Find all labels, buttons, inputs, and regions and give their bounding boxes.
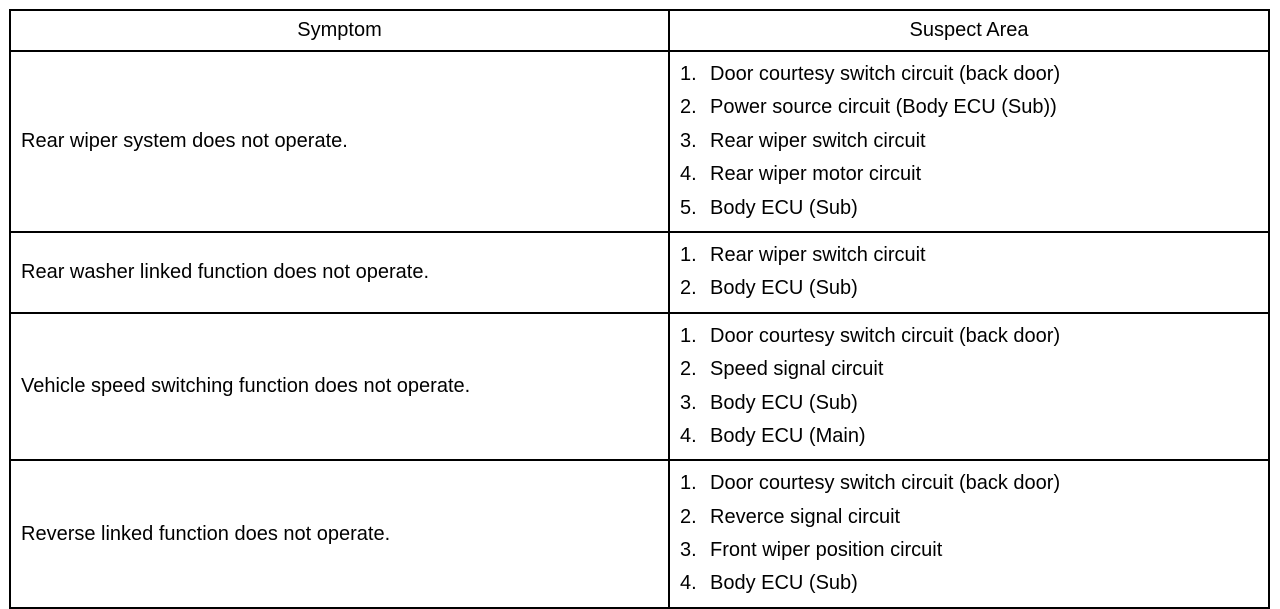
suspect-area-header: Suspect Area xyxy=(669,10,1269,51)
table-body xyxy=(10,51,1269,608)
item-number: 4. xyxy=(680,572,697,595)
item-number: 3. xyxy=(680,539,697,562)
item-number: 1. xyxy=(680,472,697,495)
symptom-cell: Rear wiper system does not operate. xyxy=(10,51,669,232)
suspect-area-item xyxy=(680,272,1268,305)
item-text: Body ECU (Sub) xyxy=(710,196,858,219)
item-text: Body ECU (Sub) xyxy=(710,391,858,414)
item-number: 4. xyxy=(680,424,697,447)
suspect-area-list xyxy=(680,320,1268,454)
suspect-area-item xyxy=(680,91,1268,124)
table-row xyxy=(10,313,1269,461)
item-number: 5. xyxy=(680,196,697,219)
item-text: Rear wiper motor circuit xyxy=(710,163,922,186)
suspect-area-cell xyxy=(669,313,1269,461)
suspect-area-item xyxy=(680,387,1268,420)
symptom-cell: Rear washer linked function does not operate. xyxy=(10,232,669,313)
symptom-table xyxy=(9,9,1270,609)
item-number: 2. xyxy=(680,277,697,300)
item-text: Door courtesy switch circuit (back door) xyxy=(710,63,1061,85)
header-row xyxy=(10,10,1269,51)
item-text: Body ECU (Sub) xyxy=(710,277,858,300)
item-text: Front wiper position circuit xyxy=(710,539,943,562)
item-text: Door courtesy switch circuit (back door) xyxy=(710,472,1061,495)
suspect-area-item xyxy=(680,192,1268,225)
symptom-cell: Reverse linked function does not operate. xyxy=(10,460,669,608)
table-row xyxy=(10,460,1269,608)
suspect-area-item xyxy=(680,125,1268,158)
suspect-area-list xyxy=(680,239,1268,306)
item-text: Rear wiper switch circuit xyxy=(710,129,926,152)
suspect-area-list xyxy=(680,58,1268,225)
item-number: 3. xyxy=(680,391,697,414)
suspect-area-cell xyxy=(669,51,1269,232)
item-number: 2. xyxy=(680,96,697,119)
item-text: Rear wiper switch circuit xyxy=(710,243,926,266)
suspect-area-item xyxy=(680,353,1268,386)
suspect-area-item xyxy=(680,467,1268,500)
suspect-area-item xyxy=(680,158,1268,191)
item-number: 1. xyxy=(680,324,697,347)
item-number: 3. xyxy=(680,129,697,152)
item-number: 2. xyxy=(680,505,697,528)
item-number: 1. xyxy=(680,243,697,266)
suspect-area-cell xyxy=(669,460,1269,608)
item-number: 1. xyxy=(680,63,697,85)
table-row xyxy=(10,232,1269,313)
suspect-area-item xyxy=(680,58,1268,91)
suspect-area-item xyxy=(680,501,1268,534)
item-number: 2. xyxy=(680,358,697,381)
item-text: Power source circuit (Body ECU (Sub)) xyxy=(710,96,1057,119)
suspect-area-cell xyxy=(669,232,1269,313)
symptom-header: Symptom xyxy=(10,10,669,51)
item-text: Body ECU (Sub) xyxy=(710,572,858,595)
item-text: Speed signal circuit xyxy=(710,358,884,381)
suspect-area-item xyxy=(680,534,1268,567)
item-text: Reverce signal circuit xyxy=(710,505,901,528)
suspect-area-list xyxy=(680,467,1268,601)
suspect-area-item xyxy=(680,420,1268,453)
suspect-area-item xyxy=(680,320,1268,353)
suspect-area-item xyxy=(680,567,1268,600)
item-number: 4. xyxy=(680,163,697,186)
item-text: Door courtesy switch circuit (back door) xyxy=(710,324,1061,347)
symptom-cell: Vehicle speed switching function does not operate. xyxy=(10,313,669,461)
table-row xyxy=(10,51,1269,232)
item-text: Body ECU (Main) xyxy=(710,424,866,447)
suspect-area-item xyxy=(680,239,1268,272)
